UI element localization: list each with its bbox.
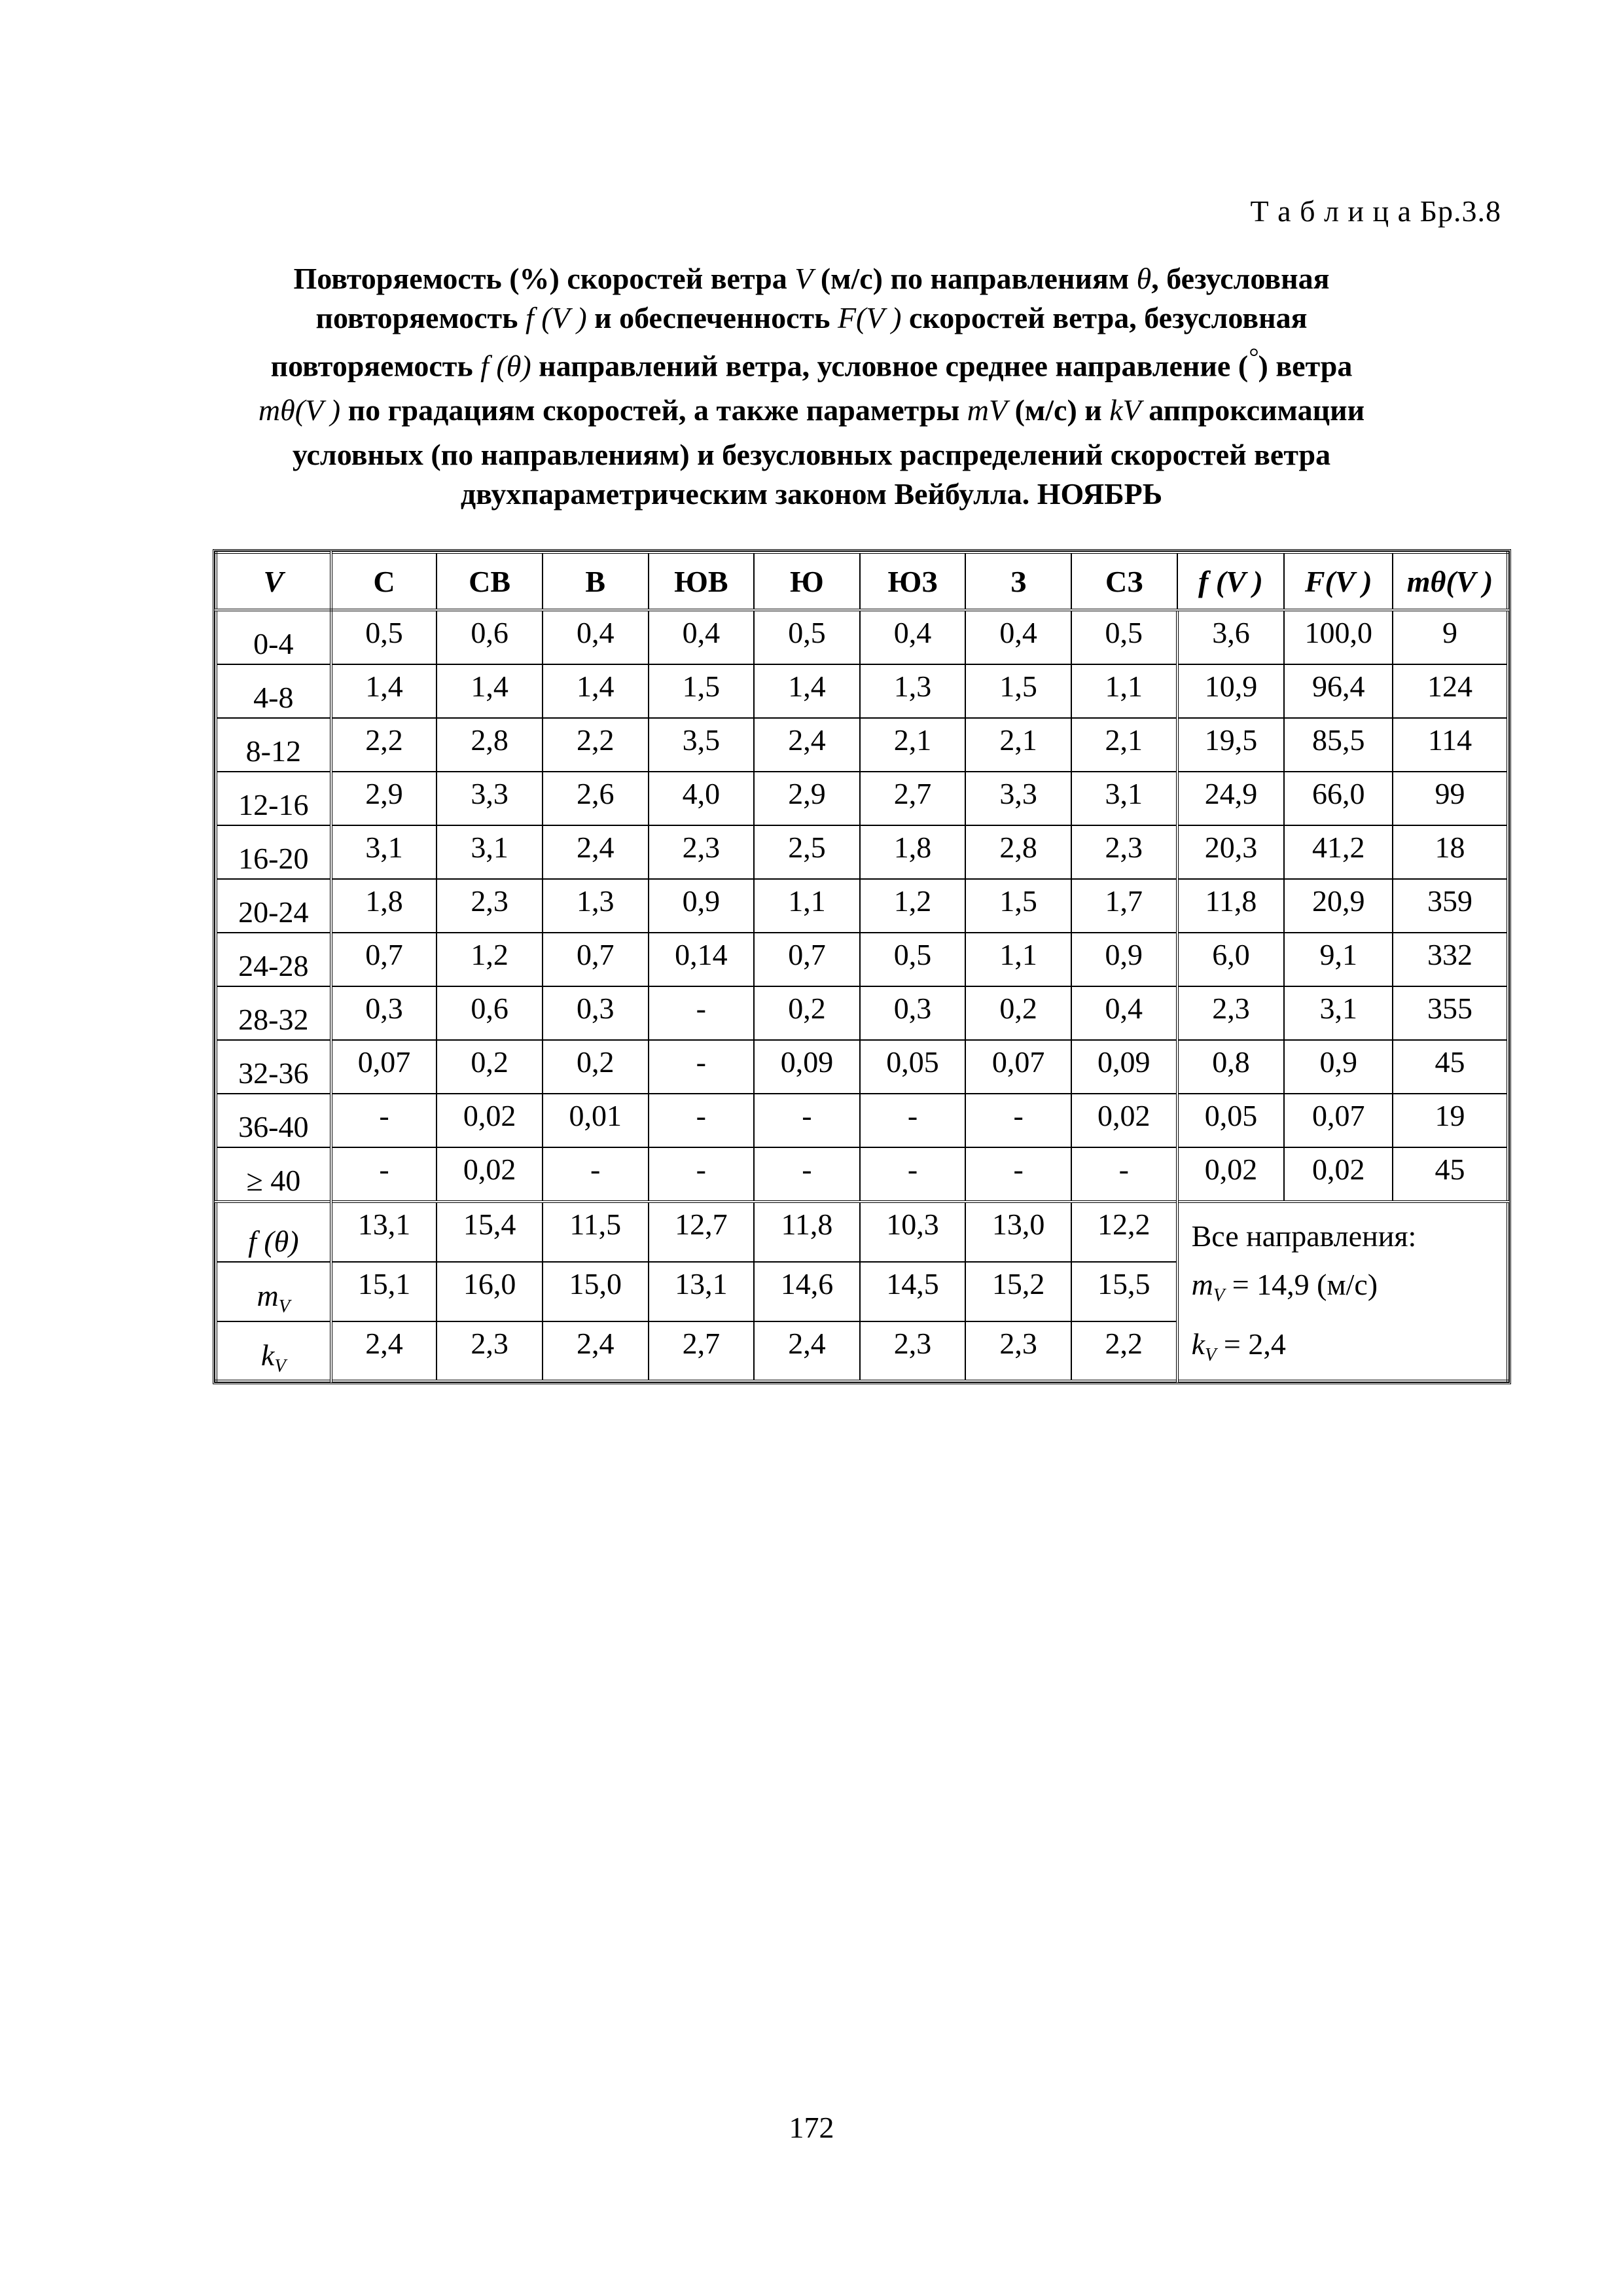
- parameter-cell: 12,2: [1071, 1202, 1177, 1262]
- parameter-cell: 2,4: [543, 1321, 649, 1382]
- stat-cell: 9: [1393, 610, 1508, 664]
- table-cell: -: [754, 1094, 860, 1147]
- summary-mv-value: = 14,9 (м/с): [1224, 1268, 1378, 1301]
- stat-cell: 41,2: [1284, 825, 1393, 879]
- caption-line-6: двухпараметрическим законом Вейбулла. НОЯБРЬ: [460, 477, 1163, 511]
- table-cell: -: [649, 986, 755, 1040]
- table-cell: 0,05: [860, 1040, 966, 1094]
- summary-title: Все направления:: [1191, 1219, 1417, 1253]
- table-cell: 2,7: [860, 772, 966, 825]
- table-cell: 0,6: [437, 986, 543, 1040]
- parameter-cell: 15,4: [437, 1202, 543, 1262]
- direction-header: Ю: [754, 552, 860, 610]
- table-cell: 2,8: [437, 718, 543, 772]
- caption-symbol: V: [794, 262, 813, 295]
- table-cell: 0,5: [860, 933, 966, 986]
- table-cell: 2,5: [754, 825, 860, 879]
- stat-cell: 0,8: [1177, 1040, 1285, 1094]
- table-row: [216, 1147, 1508, 1202]
- table-cell: 1,4: [754, 664, 860, 718]
- table-cell: 1,8: [860, 825, 966, 879]
- table-cell: -: [860, 1147, 966, 1202]
- parameter-cell: 10,3: [860, 1202, 966, 1262]
- stat-cell: 9,1: [1284, 933, 1393, 986]
- table-row: [216, 1094, 1508, 1147]
- table-cell: 0,2: [437, 1040, 543, 1094]
- stat-cell: 19: [1393, 1094, 1508, 1147]
- table-cell: 0,4: [965, 610, 1071, 664]
- table-cell: 0,4: [860, 610, 966, 664]
- table-cell: -: [649, 1147, 755, 1202]
- wind-speed-table: [215, 551, 1509, 1382]
- direction-header: ЮЗ: [860, 552, 966, 610]
- stat-cell: 6,0: [1177, 933, 1285, 986]
- table-cell: 0,9: [649, 879, 755, 933]
- stat-cell: 3,1: [1284, 986, 1393, 1040]
- caption-text: повторяемость: [315, 301, 526, 334]
- table-cell: -: [860, 1094, 966, 1147]
- stat-header: f (V ): [1177, 552, 1285, 610]
- table-cell: 0,07: [965, 1040, 1071, 1094]
- table-cell: 0,7: [543, 933, 649, 986]
- table-cell: 2,4: [754, 718, 860, 772]
- stat-cell: 3,6: [1177, 610, 1285, 664]
- table-header-row: [216, 552, 1508, 610]
- table-cell: 1,3: [860, 664, 966, 718]
- table-cell: 2,4: [543, 825, 649, 879]
- stat-cell: 10,9: [1177, 664, 1285, 718]
- caption-symbol: kV: [1109, 393, 1141, 427]
- table-cell: 0,7: [331, 933, 437, 986]
- speed-range-label: ≥ 40: [216, 1147, 331, 1202]
- summary-kv-value: = 2,4: [1216, 1327, 1286, 1361]
- parameter-cell: 15,0: [543, 1262, 649, 1321]
- stat-header: F(V ): [1284, 552, 1393, 610]
- speed-range-label: 4-8: [216, 664, 331, 718]
- caption-line-5: условных (по направлениям) и безусловных распределений скоростей ветра: [292, 438, 1331, 472]
- stat-cell: 0,02: [1177, 1147, 1285, 1202]
- parameter-cell: 2,2: [1071, 1321, 1177, 1382]
- table-cell: 2,1: [860, 718, 966, 772]
- table-cell: 0,4: [543, 610, 649, 664]
- table-cell: 0,7: [754, 933, 860, 986]
- stat-cell: 332: [1393, 933, 1508, 986]
- parameter-label: f (θ): [216, 1202, 331, 1262]
- direction-header: З: [965, 552, 1071, 610]
- table-cell: 2,1: [1071, 718, 1177, 772]
- table-cell: -: [649, 1094, 755, 1147]
- caption-symbol: mθ(V ): [258, 393, 341, 427]
- table-cell: 1,1: [754, 879, 860, 933]
- table-cell: 1,4: [543, 664, 649, 718]
- table-cell: 2,8: [965, 825, 1071, 879]
- caption-line-1: [196, 257, 1427, 301]
- table-cell: 1,8: [331, 879, 437, 933]
- table-cell: 0,2: [965, 986, 1071, 1040]
- table-cell: 0,5: [331, 610, 437, 664]
- direction-header: СВ: [437, 552, 543, 610]
- table-cell: 0,02: [437, 1147, 543, 1202]
- caption-text: аппроксимации: [1141, 393, 1365, 427]
- parameter-cell: 14,6: [754, 1262, 860, 1321]
- table-cell: 0,14: [649, 933, 755, 986]
- caption-line-4: [196, 388, 1427, 433]
- speed-range-label: 24-28: [216, 933, 331, 986]
- parameter-cell: 13,0: [965, 1202, 1071, 1262]
- table-cell: 2,2: [543, 718, 649, 772]
- table-cell: 0,2: [543, 1040, 649, 1094]
- stat-cell: 359: [1393, 879, 1508, 933]
- caption-symbol: f (θ): [480, 349, 531, 383]
- table-cell: 1,5: [965, 879, 1071, 933]
- table-cell: 1,3: [543, 879, 649, 933]
- parameter-cell: 2,4: [754, 1321, 860, 1382]
- parameter-cell: 15,1: [331, 1262, 437, 1321]
- table-cell: 1,2: [860, 879, 966, 933]
- table-cell: 0,02: [1071, 1094, 1177, 1147]
- stat-cell: 85,5: [1284, 718, 1393, 772]
- summary-mv: $m_V = 14,9$ (м/с): [1191, 1268, 1378, 1306]
- stat-cell: 124: [1393, 664, 1508, 718]
- stat-cell: 2,3: [1177, 986, 1285, 1040]
- parameter-cell: 12,7: [649, 1202, 755, 1262]
- table-cell: 0,4: [649, 610, 755, 664]
- table-cell: 0,5: [754, 610, 860, 664]
- stat-cell: 0,02: [1284, 1147, 1393, 1202]
- parameter-cell: 2,7: [649, 1321, 755, 1382]
- speed-range-label: 12-16: [216, 772, 331, 825]
- table-cell: 1,2: [437, 933, 543, 986]
- table-cell: 3,1: [437, 825, 543, 879]
- caption-symbol: f (V ): [525, 301, 587, 334]
- table-cell: 2,2: [331, 718, 437, 772]
- stat-cell: 20,3: [1177, 825, 1285, 879]
- corner-header: V: [216, 552, 331, 610]
- table-cell: 2,3: [1071, 825, 1177, 879]
- table-cell: 0,3: [860, 986, 966, 1040]
- stat-cell: 19,5: [1177, 718, 1285, 772]
- stat-cell: 99: [1393, 772, 1508, 825]
- parameter-cell: 2,4: [331, 1321, 437, 1382]
- stat-cell: 20,9: [1284, 879, 1393, 933]
- table-row: [216, 986, 1508, 1040]
- table-cell: 0,01: [543, 1094, 649, 1147]
- table-cell: 1,1: [1071, 664, 1177, 718]
- stat-cell: 96,4: [1284, 664, 1393, 718]
- parameter-cell: 15,5: [1071, 1262, 1177, 1321]
- f-theta-row: [216, 1202, 1508, 1262]
- table-cell: 1,7: [1071, 879, 1177, 933]
- table-cell: 0,6: [437, 610, 543, 664]
- parameter-cell: 13,1: [649, 1262, 755, 1321]
- table-cell: -: [331, 1094, 437, 1147]
- table-cell: 2,3: [437, 879, 543, 933]
- stat-cell: 18: [1393, 825, 1508, 879]
- stat-cell: 45: [1393, 1040, 1508, 1094]
- table-row: [216, 825, 1508, 879]
- table-caption: [196, 257, 1427, 511]
- caption-symbol: mV: [967, 393, 1008, 427]
- direction-header: ЮВ: [649, 552, 755, 610]
- table-cell: 0,09: [754, 1040, 860, 1094]
- table-cell: 1,5: [649, 664, 755, 718]
- direction-header: СЗ: [1071, 552, 1177, 610]
- table-cell: 0,5: [1071, 610, 1177, 664]
- parameter-cell: 2,3: [965, 1321, 1071, 1382]
- speed-range-label: 32-36: [216, 1040, 331, 1094]
- caption-text: и обеспеченность: [586, 301, 838, 334]
- stat-cell: 100,0: [1284, 610, 1393, 664]
- parameter-label: $k_V$: [216, 1321, 331, 1382]
- parameter-cell: 14,5: [860, 1262, 966, 1321]
- table-cell: 0,3: [543, 986, 649, 1040]
- table-cell: 3,5: [649, 718, 755, 772]
- table-cell: -: [965, 1147, 1071, 1202]
- stat-cell: 0,05: [1177, 1094, 1285, 1147]
- table-cell: 0,07: [331, 1040, 437, 1094]
- table-cell: 1,5: [965, 664, 1071, 718]
- table-cell: 3,3: [965, 772, 1071, 825]
- table-cell: 0,09: [1071, 1040, 1177, 1094]
- table-cell: 1,4: [331, 664, 437, 718]
- caption-text: по градациям скоростей, а также параметры: [340, 393, 967, 427]
- table-cell: 2,1: [965, 718, 1071, 772]
- speed-range-label: 16-20: [216, 825, 331, 879]
- caption-text: (м/с) по направлениям: [813, 262, 1137, 295]
- table-row: [216, 933, 1508, 986]
- parameter-cell: 11,5: [543, 1202, 649, 1262]
- caption-text: , безусловная: [1151, 262, 1330, 295]
- table-row: [216, 664, 1508, 718]
- parameter-cell: 15,2: [965, 1262, 1071, 1321]
- table-cell: 3,3: [437, 772, 543, 825]
- table-cell: 0,02: [437, 1094, 543, 1147]
- caption-text: ) ветра: [1258, 349, 1353, 383]
- table-cell: 0,4: [1071, 986, 1177, 1040]
- page-number: 172: [789, 2111, 834, 2144]
- table-cell: 3,1: [1071, 772, 1177, 825]
- table-cell: 3,1: [331, 825, 437, 879]
- table-row: [216, 772, 1508, 825]
- table-row: [216, 718, 1508, 772]
- parameter-cell: 2,3: [437, 1321, 543, 1382]
- caption-line-2: [196, 301, 1427, 335]
- stat-cell: 114: [1393, 718, 1508, 772]
- speed-range-label: 28-32: [216, 986, 331, 1040]
- stat-cell: 45: [1393, 1147, 1508, 1202]
- direction-header: В: [543, 552, 649, 610]
- caption-text: (м/с) и: [1007, 393, 1110, 427]
- stat-cell: 0,07: [1284, 1094, 1393, 1147]
- all-directions-summary: [1177, 1202, 1508, 1381]
- degree-symbol: °: [1248, 344, 1258, 371]
- parameter-label: $m_V$: [216, 1262, 331, 1321]
- caption-text: Повторяемость (%) скоростей ветра: [293, 262, 795, 295]
- table-cell: -: [754, 1147, 860, 1202]
- caption-symbol: F(V ): [837, 301, 902, 334]
- table-cell: 2,9: [331, 772, 437, 825]
- table-cell: 2,6: [543, 772, 649, 825]
- speed-range-label: 0-4: [216, 610, 331, 664]
- parameter-cell: 16,0: [437, 1262, 543, 1321]
- table-cell: 2,9: [754, 772, 860, 825]
- table-row: [216, 879, 1508, 933]
- table-cell: -: [649, 1040, 755, 1094]
- table-cell: -: [331, 1147, 437, 1202]
- speed-range-label: 20-24: [216, 879, 331, 933]
- stat-cell: 355: [1393, 986, 1508, 1040]
- table-cell: 0,3: [331, 986, 437, 1040]
- summary-kv: $k_V = 2,4$: [1191, 1327, 1286, 1366]
- stat-cell: 66,0: [1284, 772, 1393, 825]
- table-cell: 0,9: [1071, 933, 1177, 986]
- stat-cell: 11,8: [1177, 879, 1285, 933]
- stat-cell: 0,9: [1284, 1040, 1393, 1094]
- direction-header: С: [331, 552, 437, 610]
- table-cell: -: [965, 1094, 1071, 1147]
- table-number: Т а б л и ц а Бр.3.8: [1250, 194, 1501, 228]
- table-cell: -: [1071, 1147, 1177, 1202]
- table-cell: 0,2: [754, 986, 860, 1040]
- parameter-cell: 13,1: [331, 1202, 437, 1262]
- stat-header: mθ(V ): [1393, 552, 1508, 610]
- caption-text: повторяемость: [270, 349, 481, 383]
- caption-text: направлений ветра, условное среднее направление (: [531, 349, 1249, 383]
- speed-range-label: 36-40: [216, 1094, 331, 1147]
- caption-symbol: θ: [1136, 262, 1152, 295]
- speed-range-label: 8-12: [216, 718, 331, 772]
- table-cell: 1,4: [437, 664, 543, 718]
- parameter-cell: 11,8: [754, 1202, 860, 1262]
- table-cell: 2,3: [649, 825, 755, 879]
- table-cell: -: [543, 1147, 649, 1202]
- table-cell: 4,0: [649, 772, 755, 825]
- caption-line-3: [196, 335, 1427, 388]
- table-cell: 1,1: [965, 933, 1071, 986]
- stat-cell: 24,9: [1177, 772, 1285, 825]
- caption-text: скоростей ветра, безусловная: [901, 301, 1308, 334]
- table-row: [216, 610, 1508, 664]
- table-row: [216, 1040, 1508, 1094]
- parameter-cell: 2,3: [860, 1321, 966, 1382]
